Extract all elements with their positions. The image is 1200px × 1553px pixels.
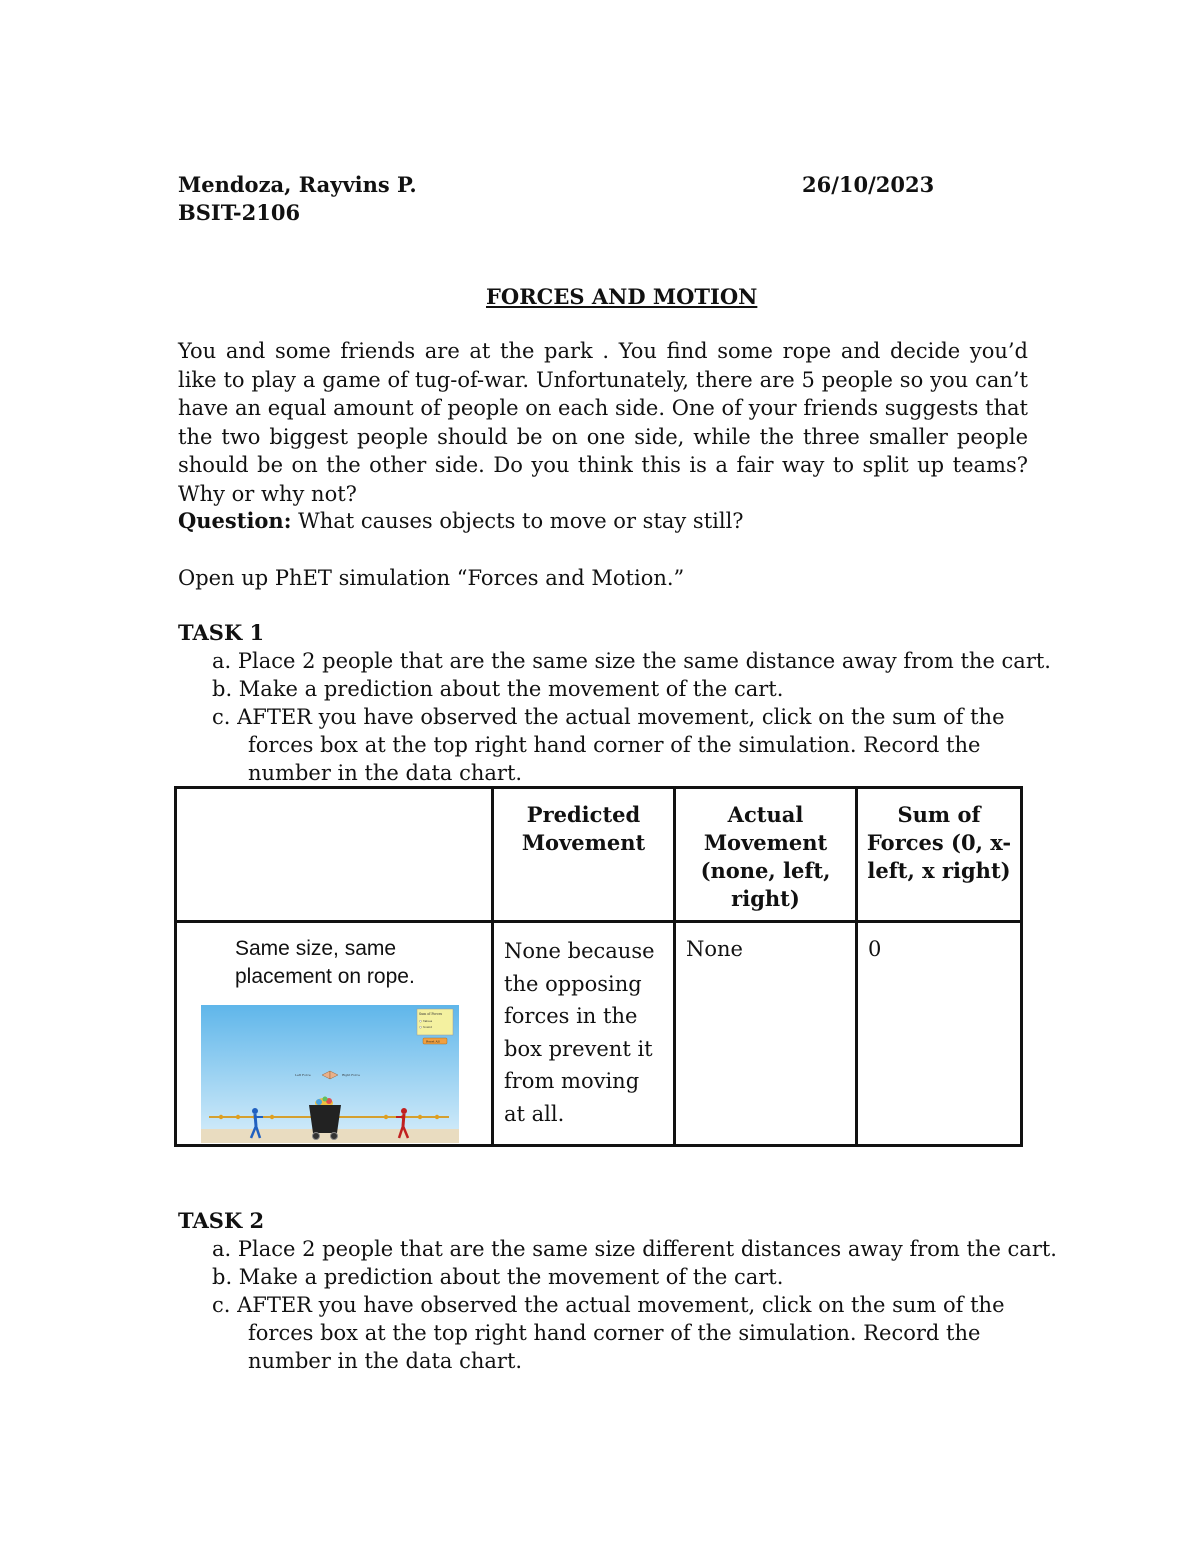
- header-actual-movement: Actual Movement (none, left, right): [675, 788, 857, 922]
- reset-all-label: Reset All: [426, 1039, 440, 1044]
- open-sim-instruction: Open up PhET simulation “Forces and Motion.”: [178, 566, 685, 590]
- panel-title-text: Sum of Forces: [419, 1012, 443, 1016]
- task2-item-c: c. AFTER you have observed the actual movement, click on the sum of the forces box at the top right hand corner of the simulation. Record the number in the data chart.: [212, 1293, 1005, 1373]
- panel-option-sound: Sound: [423, 1025, 432, 1029]
- task1-item-b: b. Make a prediction about the movement of the cart.: [212, 677, 784, 701]
- header-predicted-movement: Predicted Movement: [493, 788, 675, 922]
- predicted-movement-cell: None because the opposing forces in the box prevent it from moving at all.: [493, 922, 675, 1146]
- left-force-label: Left Force: [295, 1073, 311, 1077]
- right-force-label: Right Force: [342, 1073, 360, 1077]
- reset-all-button: [423, 1038, 447, 1044]
- sum-of-forces-panel: [417, 1009, 453, 1035]
- task2-item-b: b. Make a prediction about the movement of the cart.: [212, 1265, 784, 1289]
- intro-paragraph: You and some friends are at the park . You find some rope and decide you’d like to play a game of tug-of-war. Unfortunately, there are 5 people so you can’t have an equal amount of people on each side. One of your friends suggests that the two biggest people should be on one side, while the three smaller people should be on the other side. Do you think this is a fair way to split up teams? Why or why not?: [178, 339, 1028, 506]
- task1-heading: TASK 1: [178, 620, 265, 645]
- sum-of-forces-cell: 0: [857, 922, 1022, 1146]
- panel-option-values: Values: [423, 1019, 433, 1023]
- student-name: Mendoza, Rayvins P.: [178, 172, 417, 197]
- row-label-cell: [176, 922, 493, 1146]
- page-title: FORCES AND MOTION: [486, 284, 758, 309]
- student-section: BSIT-2106: [178, 200, 301, 225]
- simulation-screenshot: [201, 1005, 459, 1143]
- table-row: [176, 922, 1022, 1146]
- task2-heading: TASK 2: [178, 1208, 265, 1233]
- actual-movement-cell: None: [675, 922, 857, 1146]
- question-line: [178, 507, 744, 535]
- header-cell-empty: [176, 788, 493, 922]
- table-header-row: [176, 788, 1022, 922]
- task2-item-a: a. Place 2 people that are the same size different distances away from the cart.: [212, 1237, 1057, 1261]
- header-sum-of-forces: Sum of Forces (0, x-left, x right): [857, 788, 1022, 922]
- question-label: Question:: [178, 508, 292, 533]
- document-date: 26/10/2023: [802, 172, 935, 197]
- task1-item-c: c. AFTER you have observed the actual movement, click on the sum of the forces box at the top right hand corner of the simulation. Record the number in the data chart.: [212, 705, 1005, 785]
- row-label: Same size, same placement on rope.: [235, 937, 415, 988]
- data-chart: [174, 786, 1023, 1147]
- task1-item-a: a. Place 2 people that are the same size the same distance away from the cart.: [212, 649, 1051, 673]
- question-text: What causes objects to move or stay still?: [298, 509, 744, 533]
